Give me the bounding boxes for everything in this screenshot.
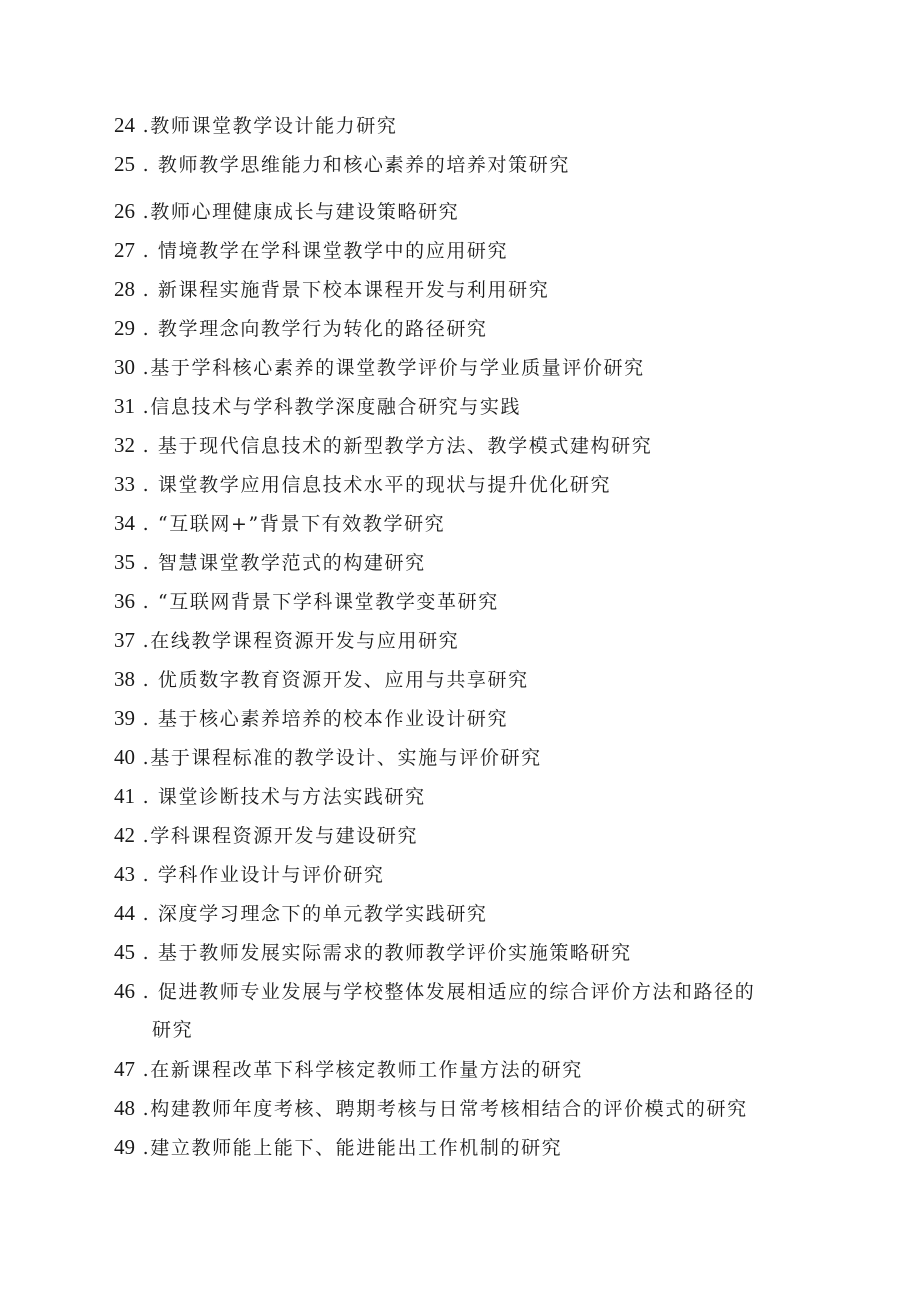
item-number: 36 [114, 589, 135, 613]
item-text: .在新课程改革下科学核定教师工作量方法的研究 [135, 1059, 583, 1081]
item-text: . 基于核心素养培养的校本作业设计研究 [135, 708, 509, 730]
item-number: 46 [114, 979, 135, 1003]
item-text: . 情境教学在学科课堂教学中的应用研究 [135, 240, 509, 262]
list-item [114, 112, 397, 139]
item-number: 45 [114, 940, 135, 964]
item-number: 38 [114, 667, 135, 691]
list-item [114, 354, 645, 381]
list-item [114, 432, 652, 459]
item-number: 29 [114, 316, 135, 340]
item-number: 26 [114, 199, 135, 223]
list-item [114, 1095, 748, 1122]
list-item [114, 939, 632, 966]
item-number: 37 [114, 628, 135, 652]
list-item [114, 861, 385, 888]
item-text: .建立教师能上能下、能进能出工作机制的研究 [135, 1137, 563, 1159]
item-number: 28 [114, 277, 135, 301]
item-number: 41 [114, 784, 135, 808]
item-number: 40 [114, 745, 135, 769]
item-continuation: 研究 [152, 1019, 194, 1041]
item-number: 34 [114, 511, 135, 535]
item-number: 32 [114, 433, 135, 457]
item-text: .信息技术与学科教学深度融合研究与实践 [135, 396, 522, 418]
item-number: 25 [114, 152, 135, 176]
list-item [114, 978, 755, 1005]
list-item [114, 900, 488, 927]
item-text: . 智慧课堂教学范式的构建研究 [135, 552, 426, 574]
item-number: 44 [114, 901, 135, 925]
item-text: . “互联网背景下学科课堂教学变革研究 [135, 591, 499, 613]
item-number: 43 [114, 862, 135, 886]
item-number: 31 [114, 394, 135, 418]
item-number: 48 [114, 1096, 135, 1120]
list-item [114, 783, 426, 810]
item-text: .基于学科核心素养的课堂教学评价与学业质量评价研究 [135, 357, 645, 379]
item-number: 27 [114, 238, 135, 262]
item-text: . “互联网+”背景下有效教学研究 [135, 513, 446, 535]
list-item [114, 1056, 583, 1083]
item-number: 47 [114, 1057, 135, 1081]
list-item [114, 471, 611, 498]
item-text: . 学科作业设计与评价研究 [135, 864, 385, 886]
item-text: . 优质数字教育资源开发、应用与共享研究 [135, 669, 529, 691]
list-item [114, 151, 570, 178]
item-text: . 基于教师发展实际需求的教师教学评价实施策略研究 [135, 942, 632, 964]
list-item [114, 705, 508, 732]
list-item [114, 744, 542, 771]
item-text: .教师心理健康成长与建设策略研究 [135, 201, 460, 223]
item-number: 49 [114, 1135, 135, 1159]
item-number: 35 [114, 550, 135, 574]
list-item [114, 822, 418, 849]
list-item [114, 237, 508, 264]
list-item [114, 276, 549, 303]
list-item [114, 627, 459, 654]
item-text: . 基于现代信息技术的新型教学方法、教学模式建构研究 [135, 435, 653, 457]
item-number: 39 [114, 706, 135, 730]
list-item [114, 393, 521, 420]
item-text: . 新课程实施背景下校本课程开发与利用研究 [135, 279, 550, 301]
item-text: . 课堂教学应用信息技术水平的现状与提升优化研究 [135, 474, 612, 496]
item-text: . 深度学习理念下的单元教学实践研究 [135, 903, 488, 925]
item-number: 30 [114, 355, 135, 379]
list-item [114, 549, 426, 576]
item-text: . 教师教学思维能力和核心素养的培养对策研究 [135, 154, 570, 176]
item-number: 33 [114, 472, 135, 496]
list-item [114, 510, 445, 537]
item-text: .构建教师年度考核、聘期考核与日常考核相结合的评价模式的研究 [135, 1098, 748, 1120]
item-text: .基于课程标准的教学设计、实施与评价研究 [135, 747, 542, 769]
item-number: 24 [114, 113, 135, 137]
list-item [114, 1134, 562, 1161]
list-item [114, 666, 529, 693]
item-number: 42 [114, 823, 135, 847]
list-item [114, 198, 459, 225]
list-item [114, 315, 488, 342]
list-item [114, 588, 499, 615]
item-text: . 课堂诊断技术与方法实践研究 [135, 786, 426, 808]
item-text: .教师课堂教学设计能力研究 [135, 115, 398, 137]
item-text: . 促进教师专业发展与学校整体发展相适应的综合评价方法和路径的 [135, 981, 756, 1003]
item-text: .学科课程资源开发与建设研究 [135, 825, 419, 847]
item-text: .在线教学课程资源开发与应用研究 [135, 630, 460, 652]
item-text: . 教学理念向教学行为转化的路径研究 [135, 318, 488, 340]
